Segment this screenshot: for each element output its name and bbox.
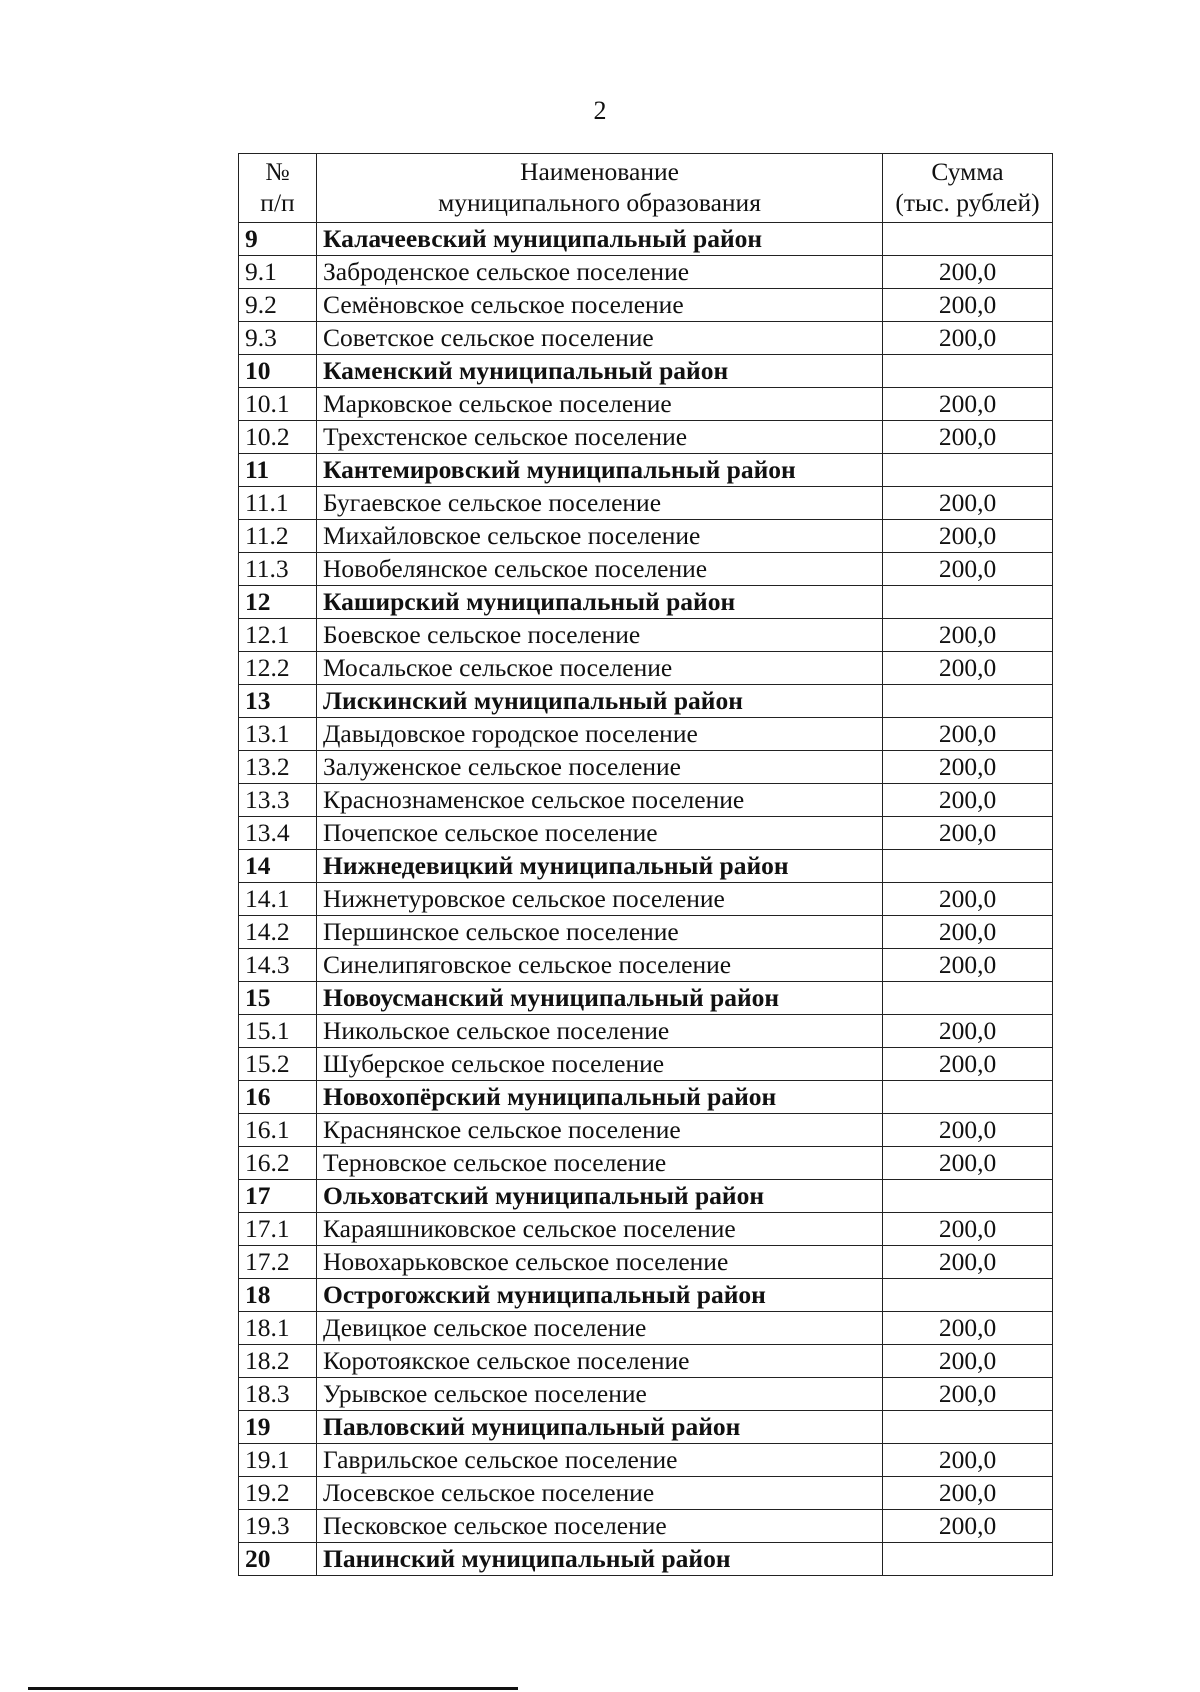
header-number-line2: п/п <box>260 188 295 217</box>
row-name: Нижнетуровское сельское поселение <box>317 883 883 916</box>
district-row <box>239 1543 1053 1576</box>
header-number <box>239 154 317 223</box>
row-name: Нижнедевицкий муниципальный район <box>317 850 883 883</box>
row-name: Ольховатский муниципальный район <box>317 1180 883 1213</box>
row-name: Коротоякское сельское поселение <box>317 1345 883 1378</box>
row-number: 18 <box>239 1279 317 1312</box>
row-name: Калачеевский муниципальный район <box>317 223 883 256</box>
row-name: Синелипяговское сельское поселение <box>317 949 883 982</box>
row-number: 14 <box>239 850 317 883</box>
row-name: Бугаевское сельское поселение <box>317 487 883 520</box>
table-row <box>239 1147 1053 1180</box>
row-number: 12 <box>239 586 317 619</box>
page-number: 2 <box>593 96 607 125</box>
row-sum: 200,0 <box>883 1048 1053 1081</box>
district-row <box>239 1411 1053 1444</box>
row-number: 11 <box>239 454 317 487</box>
row-name: Почепское сельское поселение <box>317 817 883 850</box>
table-row <box>239 784 1053 817</box>
table-row <box>239 1048 1053 1081</box>
row-number: 13.4 <box>239 817 317 850</box>
row-sum: 200,0 <box>883 553 1053 586</box>
row-sum: 200,0 <box>883 817 1053 850</box>
row-sum: 200,0 <box>883 784 1053 817</box>
row-sum: 200,0 <box>883 520 1053 553</box>
row-name: Караяшниковское сельское поселение <box>317 1213 883 1246</box>
table-row <box>239 1114 1053 1147</box>
table-row <box>239 1312 1053 1345</box>
row-sum: 200,0 <box>883 1510 1053 1543</box>
table-row <box>239 1015 1053 1048</box>
table-row <box>239 388 1053 421</box>
row-name: Марковское сельское поселение <box>317 388 883 421</box>
row-number: 13.3 <box>239 784 317 817</box>
header-sum-line2: (тыс. рублей) <box>895 188 1040 217</box>
table-row <box>239 619 1053 652</box>
row-name: Песковское сельское поселение <box>317 1510 883 1543</box>
row-name: Давыдовское городское поселение <box>317 718 883 751</box>
row-sum: 200,0 <box>883 1114 1053 1147</box>
row-number: 10.2 <box>239 421 317 454</box>
row-sum <box>883 685 1053 718</box>
row-name: Трехстенское сельское поселение <box>317 421 883 454</box>
row-sum <box>883 1180 1053 1213</box>
row-sum <box>883 850 1053 883</box>
row-name: Каширский муниципальный район <box>317 586 883 619</box>
row-number: 17.1 <box>239 1213 317 1246</box>
table-row <box>239 553 1053 586</box>
row-sum <box>883 1279 1053 1312</box>
row-name: Советское сельское поселение <box>317 322 883 355</box>
table-row <box>239 916 1053 949</box>
row-sum <box>883 982 1053 1015</box>
row-sum: 200,0 <box>883 1444 1053 1477</box>
row-sum: 200,0 <box>883 1015 1053 1048</box>
row-sum <box>883 454 1053 487</box>
table-row <box>239 322 1053 355</box>
row-number: 18.3 <box>239 1378 317 1411</box>
row-name: Мосальское сельское поселение <box>317 652 883 685</box>
table-row <box>239 1246 1053 1279</box>
row-name: Шуберское сельское поселение <box>317 1048 883 1081</box>
row-name: Гаврильское сельское поселение <box>317 1444 883 1477</box>
header-name-line1: Наименование <box>520 157 679 186</box>
district-row <box>239 850 1053 883</box>
row-sum: 200,0 <box>883 1477 1053 1510</box>
row-sum <box>883 1081 1053 1114</box>
row-number: 16 <box>239 1081 317 1114</box>
row-name: Каменский муниципальный район <box>317 355 883 388</box>
row-number: 17 <box>239 1180 317 1213</box>
district-row <box>239 586 1053 619</box>
district-row <box>239 1180 1053 1213</box>
table-row <box>239 421 1053 454</box>
district-row <box>239 685 1053 718</box>
row-sum: 200,0 <box>883 1345 1053 1378</box>
district-row <box>239 1279 1053 1312</box>
row-number: 9.1 <box>239 256 317 289</box>
row-number: 15 <box>239 982 317 1015</box>
row-name: Новоусманский муниципальный район <box>317 982 883 1015</box>
row-name: Панинский муниципальный район <box>317 1543 883 1576</box>
table-row <box>239 1345 1053 1378</box>
municipalities-table <box>238 153 1053 1576</box>
row-sum <box>883 223 1053 256</box>
row-number: 10.1 <box>239 388 317 421</box>
row-number: 14.2 <box>239 916 317 949</box>
row-name: Залуженское сельское поселение <box>317 751 883 784</box>
table-row <box>239 751 1053 784</box>
row-name: Кантемировский муниципальный район <box>317 454 883 487</box>
table-row <box>239 1213 1053 1246</box>
row-name: Новохарьковское сельское поселение <box>317 1246 883 1279</box>
row-sum: 200,0 <box>883 1213 1053 1246</box>
district-row <box>239 355 1053 388</box>
row-number: 17.2 <box>239 1246 317 1279</box>
row-number: 19.3 <box>239 1510 317 1543</box>
row-name: Першинское сельское поселение <box>317 916 883 949</box>
district-row <box>239 1081 1053 1114</box>
row-sum: 200,0 <box>883 751 1053 784</box>
row-name: Павловский муниципальный район <box>317 1411 883 1444</box>
table-body <box>239 223 1053 1576</box>
row-number: 10 <box>239 355 317 388</box>
table-row <box>239 949 1053 982</box>
header-name <box>317 154 883 223</box>
row-sum: 200,0 <box>883 322 1053 355</box>
table-row <box>239 256 1053 289</box>
table-row <box>239 817 1053 850</box>
row-sum <box>883 355 1053 388</box>
row-name: Семёновское сельское поселение <box>317 289 883 322</box>
table-row <box>239 1444 1053 1477</box>
row-number: 19.2 <box>239 1477 317 1510</box>
row-name: Новохопёрский муниципальный район <box>317 1081 883 1114</box>
row-sum: 200,0 <box>883 388 1053 421</box>
row-number: 9.3 <box>239 322 317 355</box>
row-number: 19 <box>239 1411 317 1444</box>
row-name: Новобелянское сельское поселение <box>317 553 883 586</box>
row-name: Никольское сельское поселение <box>317 1015 883 1048</box>
table-row <box>239 289 1053 322</box>
row-number: 16.2 <box>239 1147 317 1180</box>
row-number: 9.2 <box>239 289 317 322</box>
table-row <box>239 1378 1053 1411</box>
header-name-line2: муниципального образования <box>438 188 761 217</box>
row-number: 11.1 <box>239 487 317 520</box>
row-name: Краснянское сельское поселение <box>317 1114 883 1147</box>
row-number: 14.3 <box>239 949 317 982</box>
row-sum: 200,0 <box>883 421 1053 454</box>
row-number: 15.2 <box>239 1048 317 1081</box>
row-sum: 200,0 <box>883 916 1053 949</box>
row-number: 11.3 <box>239 553 317 586</box>
row-number: 18.1 <box>239 1312 317 1345</box>
row-sum: 200,0 <box>883 487 1053 520</box>
bottom-divider <box>28 1687 518 1690</box>
row-sum: 200,0 <box>883 718 1053 751</box>
row-name: Лосевское сельское поселение <box>317 1477 883 1510</box>
row-number: 13.1 <box>239 718 317 751</box>
table-row <box>239 718 1053 751</box>
row-number: 16.1 <box>239 1114 317 1147</box>
header-sum-line1: Сумма <box>931 157 1004 186</box>
row-number: 12.2 <box>239 652 317 685</box>
district-row <box>239 982 1053 1015</box>
row-sum <box>883 1411 1053 1444</box>
table-header-row <box>239 154 1053 223</box>
row-sum: 200,0 <box>883 289 1053 322</box>
row-name: Лискинский муниципальный район <box>317 685 883 718</box>
row-number: 12.1 <box>239 619 317 652</box>
row-sum: 200,0 <box>883 256 1053 289</box>
row-number: 19.1 <box>239 1444 317 1477</box>
row-number: 13.2 <box>239 751 317 784</box>
row-number: 15.1 <box>239 1015 317 1048</box>
row-sum: 200,0 <box>883 883 1053 916</box>
row-number: 20 <box>239 1543 317 1576</box>
row-name: Боевское сельское поселение <box>317 619 883 652</box>
row-sum <box>883 1543 1053 1576</box>
table-row <box>239 1477 1053 1510</box>
row-sum: 200,0 <box>883 619 1053 652</box>
table-row <box>239 652 1053 685</box>
table-row <box>239 520 1053 553</box>
row-sum: 200,0 <box>883 652 1053 685</box>
district-row <box>239 454 1053 487</box>
row-name: Михайловское сельское поселение <box>317 520 883 553</box>
row-name: Краснознаменское сельское поселение <box>317 784 883 817</box>
row-name: Терновское сельское поселение <box>317 1147 883 1180</box>
header-number-line1: № <box>265 157 290 186</box>
row-number: 18.2 <box>239 1345 317 1378</box>
row-sum: 200,0 <box>883 1246 1053 1279</box>
row-name: Девицкое сельское поселение <box>317 1312 883 1345</box>
row-name: Забродeнское сельское поселение <box>317 256 883 289</box>
row-sum: 200,0 <box>883 1378 1053 1411</box>
row-sum: 200,0 <box>883 949 1053 982</box>
row-sum <box>883 586 1053 619</box>
table-row <box>239 883 1053 916</box>
row-sum: 200,0 <box>883 1312 1053 1345</box>
row-number: 9 <box>239 223 317 256</box>
row-number: 14.1 <box>239 883 317 916</box>
table-row <box>239 487 1053 520</box>
row-sum: 200,0 <box>883 1147 1053 1180</box>
row-name: Урывское сельское поселение <box>317 1378 883 1411</box>
row-number: 11.2 <box>239 520 317 553</box>
table-row <box>239 1510 1053 1543</box>
row-number: 13 <box>239 685 317 718</box>
header-sum <box>883 154 1053 223</box>
district-row <box>239 223 1053 256</box>
row-name: Острогожский муниципальный район <box>317 1279 883 1312</box>
